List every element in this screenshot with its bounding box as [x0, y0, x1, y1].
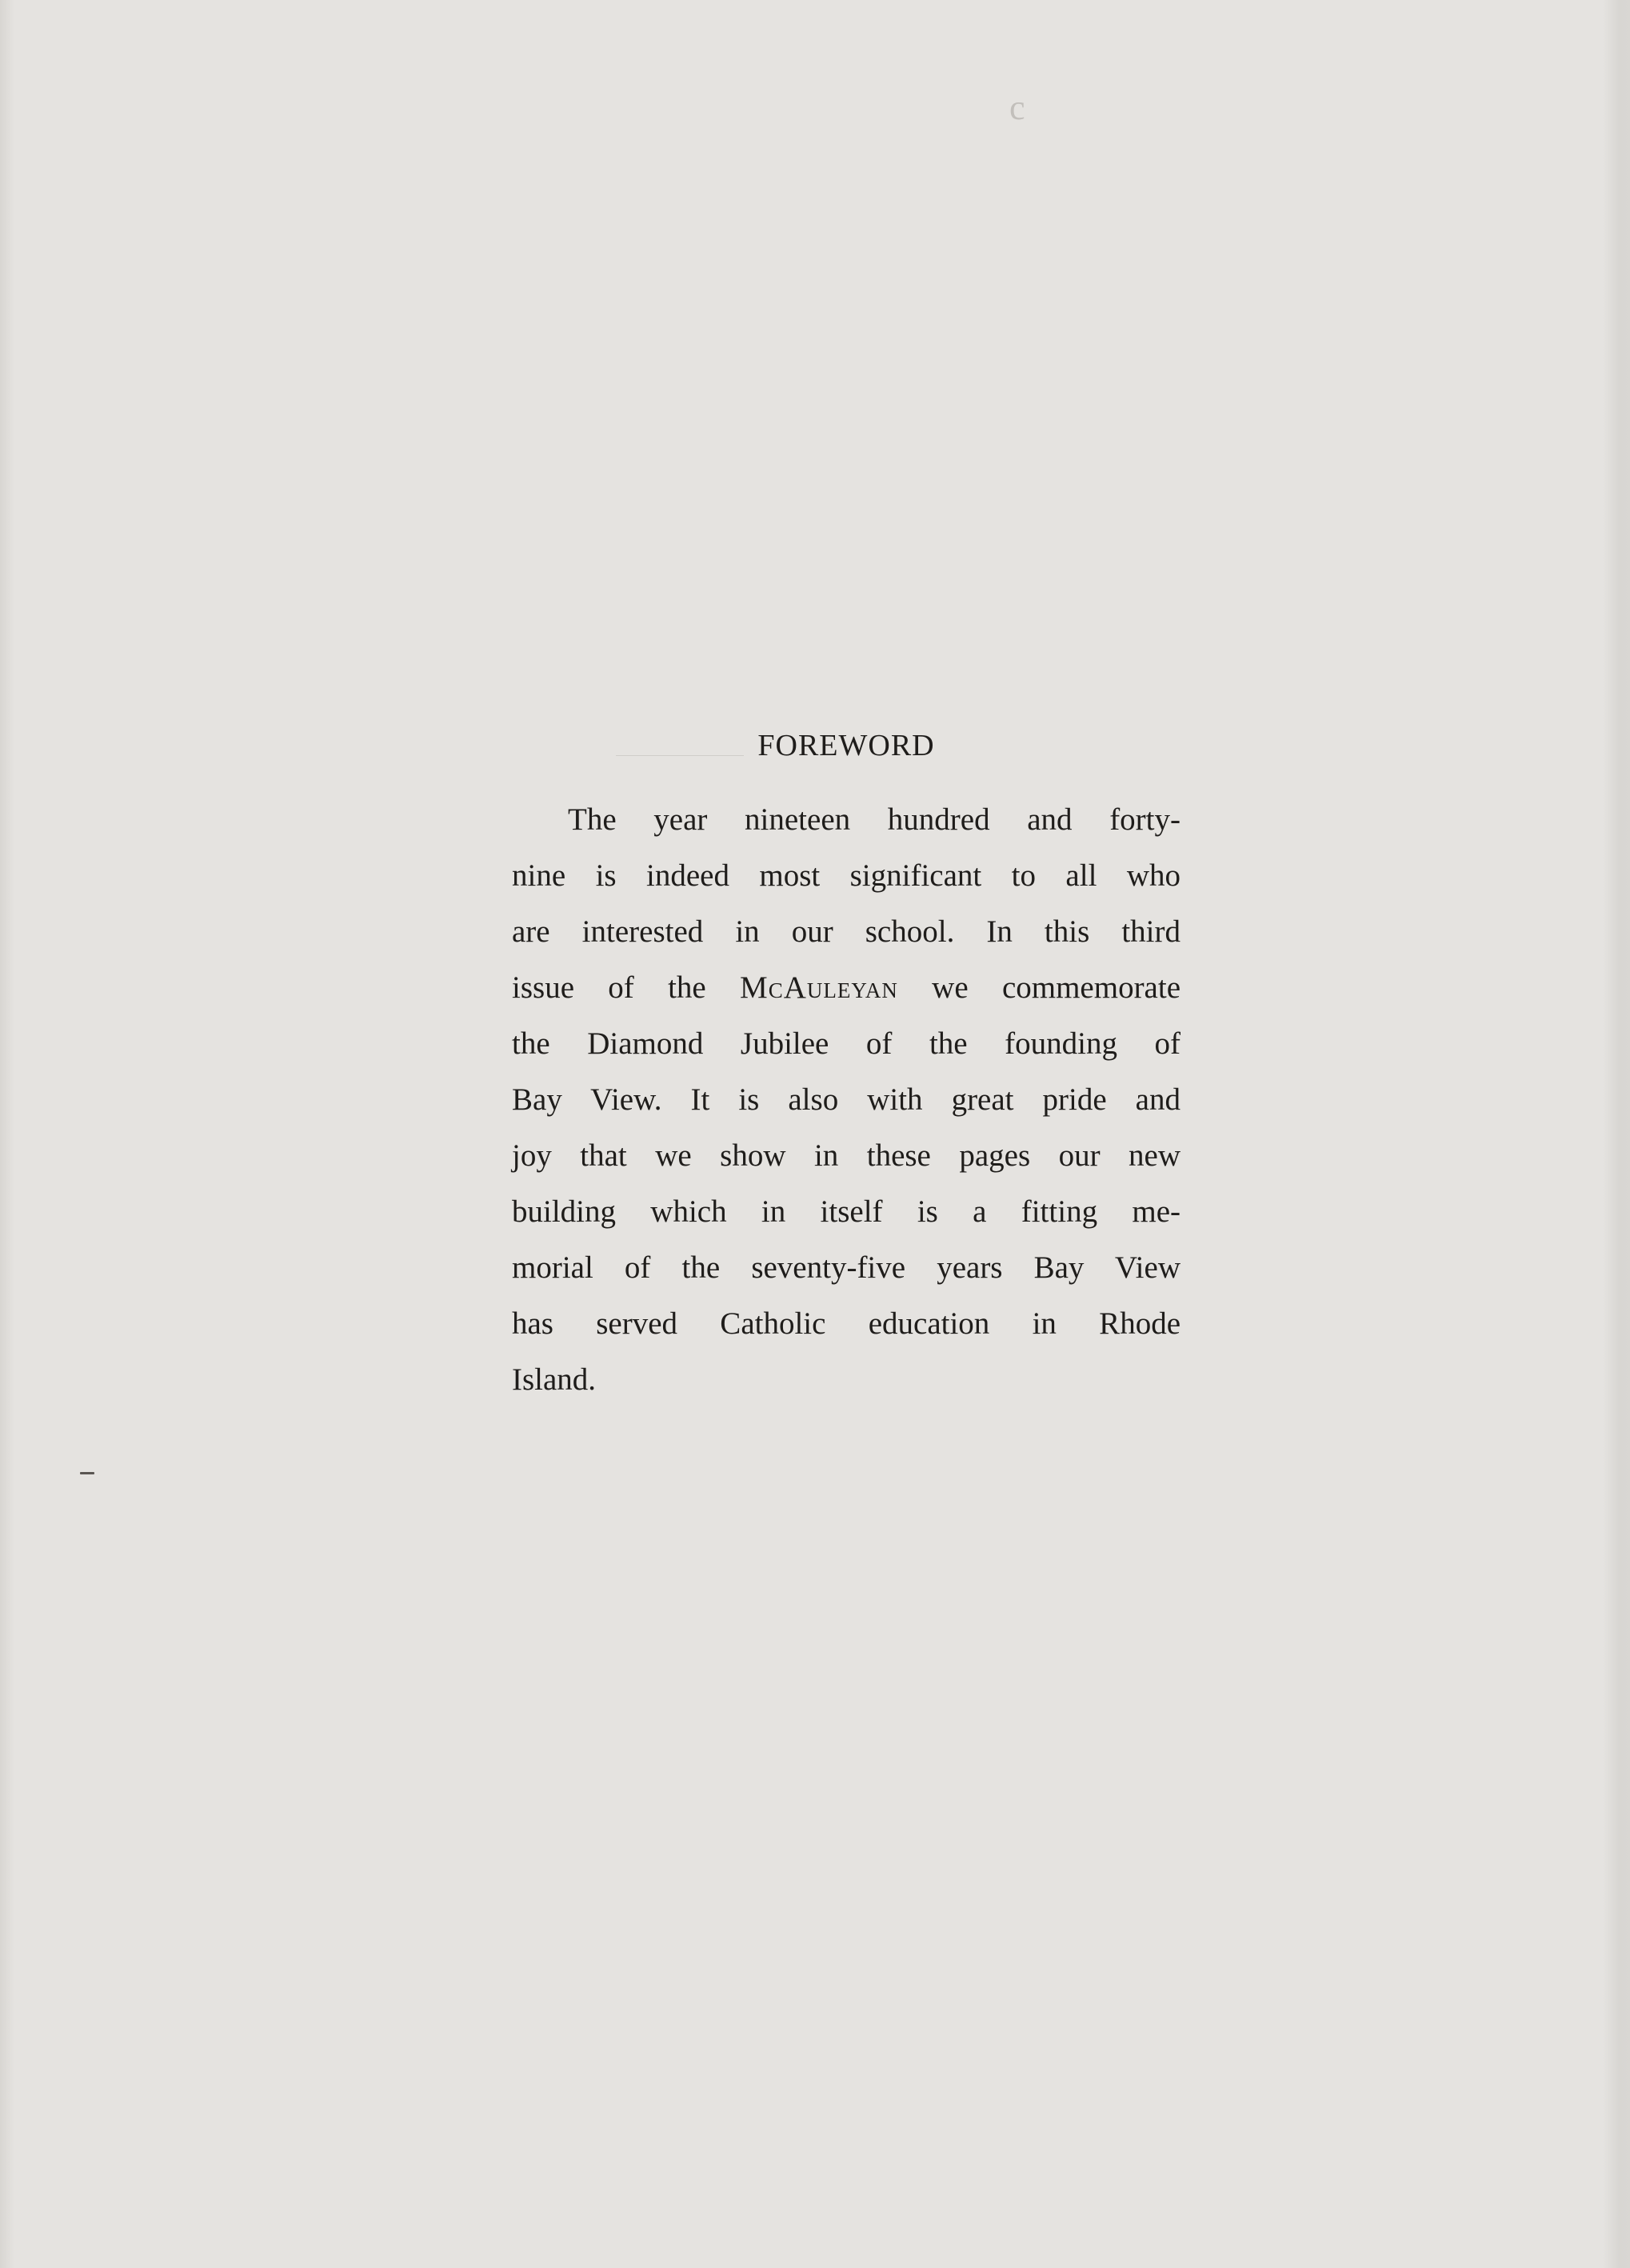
- stray-mark: [80, 1472, 94, 1474]
- paragraph-line: [512, 960, 1181, 1016]
- page-left-edge: [0, 0, 14, 2268]
- publication-name: McAuleyan: [740, 970, 898, 1005]
- paragraph-line-part: we commemorate: [932, 970, 1181, 1005]
- paragraph-line: building which in itself is a fitting me-: [512, 1194, 1181, 1229]
- foreword-text-block: [512, 728, 1181, 1408]
- paragraph-line: has served Catholic education in Rhode: [512, 1306, 1181, 1341]
- paragraph-line: the Diamond Jubilee of the founding of: [512, 1026, 1181, 1061]
- paragraph-line: The year nineteen hundred and forty-: [568, 802, 1181, 837]
- paragraph-line: Island.: [512, 1362, 597, 1397]
- paragraph-line: Bay View. It is also with great pride and: [512, 1082, 1181, 1117]
- page-right-edge: [1603, 0, 1630, 2268]
- paragraph-line: nine is indeed most significant to all who: [512, 858, 1181, 893]
- paragraph-line: are interested in our school. In this third: [512, 914, 1181, 949]
- paragraph-line: morial of the seventy-five years Bay View: [512, 1250, 1181, 1285]
- paragraph-line-part: issue of the: [512, 970, 706, 1005]
- paragraph-line: joy that we show in these pages our new: [512, 1138, 1181, 1173]
- foreword-heading: FOREWORD: [757, 729, 935, 762]
- corner-pencil-mark: c: [1009, 88, 1025, 127]
